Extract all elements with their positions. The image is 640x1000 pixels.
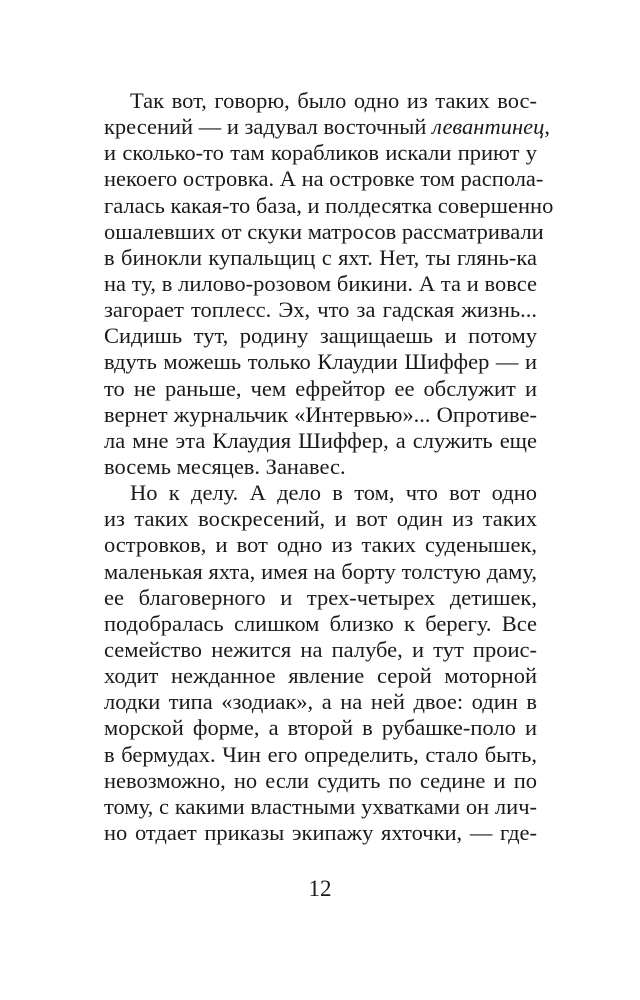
text-line: семейство нежится на палубе, и тут проис- [104,636,537,662]
text-line: лодки типа «зодиак», а на ней двое: один в [104,689,537,715]
text-line: вдуть можешь только Клаудии Шиффер — и [104,349,537,375]
text-line: островков, и вот одно из таких суденышек, [104,532,537,558]
text-line: невозможно, но если судить по седине и по [104,767,537,793]
text-line: Но к делу. А дело в том, что вот одно [130,480,537,506]
text-line: тому, с какими властными ухватками он лич- [104,793,537,819]
text-line: восемь месяцев. Занавес. [104,453,346,479]
text-line: ла мне эта Клаудия Шиффер, а служить еще [104,427,537,453]
text-line: ошалевших от скуки матросов рассматривали [104,218,544,244]
text-line: в бермудах. Чин его определить, стало быть, [104,741,537,767]
text-line: загорает топлесс. Эх, что за гадская жизнь... [104,297,537,323]
italic-term: левантинец [432,114,545,140]
page-text [104,88,554,846]
text-line: галась какая-то база, и полдесятка совершенно [104,192,554,218]
text-line: то не раньше, чем ефрейтор ее обслужит и [104,375,537,401]
text-line: маленькая яхта, имея на борту толстую даму, [104,558,537,584]
text-line: Сидишь тут, родину защищаешь и потому [104,323,537,349]
text-line: и сколько-то там корабликов искали приют у [104,140,537,166]
text-line: из таких воскресений, и вот один из таких [104,506,537,532]
text-line: морской форме, а второй в рубашке-поло и [104,715,537,741]
text-run: , [544,114,550,140]
page-number: 12 [308,876,332,901]
text-line: некоего островка. А на островке том распола- [104,166,544,192]
text-line: подобралась слишком близко к берегу. Все [104,610,537,636]
text-line [104,114,550,140]
text-line: ходит нежданное явление серой моторной [104,663,537,689]
text-line: на ту, в лилово-розовом бикини. А та и вовсе [104,270,537,296]
text-line: Так вот, говорю, было одно из таких вос- [130,88,537,113]
text-line: ее благоверного и трех-четырех детишек, [104,584,537,610]
text-line: в бинокли купальщиц с яхт. Нет, ты глянь-ка [104,244,537,270]
paragraph-2 [104,480,537,846]
paragraph-1 [104,88,554,480]
text-line: вернет журнальчик «Интервью»... Опротиве- [104,401,537,427]
text-run: кресений — и задувал восточный [104,114,433,140]
text-line: но отдает приказы экипажу яхточки, — где- [104,819,537,845]
